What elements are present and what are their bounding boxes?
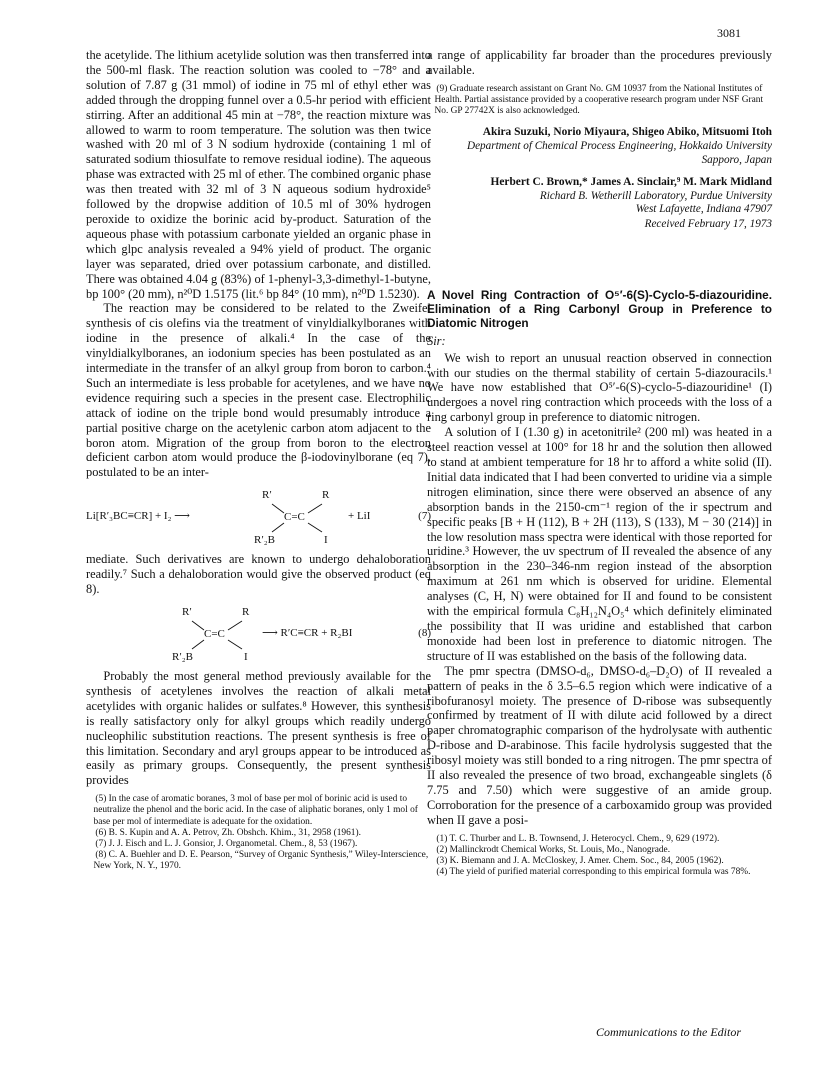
paragraph: The reaction may be considered to be related to the Zweifel synthesis of cis olefins via the treatment of vinyldialkylboranes with iodine in the presence of alkali.⁴ In the case of the vinyldialkylboranes, an iodonium species has been postulated as an intermediate in the transfer of an alkyl group from boron to carbon.⁴ Such an intermediate is less probable for acetylenes, and we have no evidence requiring such a species in the present case. Electrophilic attack of iodine on the triple bond would presumably introduce a partial positive charge on the acetylenic carbon atom adjacent to the boron atom. Migration of the group from boron to the electron deficient carbon atom would produce the β-iodovinylborane (eq 7), postulated to be an inter- [86,301,431,480]
footnote: (1) T. C. Thurber and L. B. Townsend, J. Heterocycl. Chem., 9, 629 (1972). [436,833,720,844]
eq7-top-left: R′ [262,489,272,502]
page-number: 3081 [717,26,741,40]
footnote: (3) K. Biemann and J. A. McCloskey, J. Amer. Chem. Soc., 84, 2005 (1962). [436,856,724,867]
left-column [86,48,431,873]
affiliation-1: Department of Chemical Process Engineering, Hokkaido University [466,140,772,153]
salutation: Sir: [427,333,446,348]
eq8-number: (8) [418,627,431,639]
paragraph: A solution of I (1.30 g) in acetonitrile² (200 ml) was heated in a steel reaction vessel at 100° for 18 hr and the solution then allowed to stand at ambient temperature for 18 hr to afford a white solid (II). Initial data indicated that I had been converted to uridine via a simple nitrogen elimination, since there were observed an absence of any absorption bands in the 2150-cm⁻¹ region of the ir spectrum and specific peaks [B + H (112), B + 2H (113), S (133), M − 30 (214)] in the low resolution mass spectra were identical with those reported for uridine.³ However, the uv spectrum of II revealed the absence of any absorption in the 230–346-nm region instead of the absorption maximum at 261 nm which is observed for uridine. Elemental analyses (C, H, N) were obtained for II and found to be consistent with the empirical formula C₈H₁₂N₄O₅⁴ which definitely eliminated the possibility that II was uridine and established that carbon monoxide had been lost in preference to diatomic nitrogen. The structure of II was established on the basis of the following data. [427,425,772,663]
equation-7 [86,484,431,548]
eq7-center: C=C [284,511,305,524]
eq8-top-right: R [242,606,250,618]
equation-8 [86,601,431,665]
eq8-products: ⟶ R′C≡CR + R₂BI [262,627,353,639]
equation-8-bonds [86,601,431,665]
paragraph: Probably the most general method previously available for the synthesis of acetylenes involves the reaction of alkali metal acetylides with organic halides or sulfates.⁸ However, this synthesis is really satisfactory only for alkyl groups which readily undergo nucleophilic substitution reactions. The present synthesis is free of this limitation. Secondary and aryl groups appear to be introduced as easily as primary groups. Consequently, the present synthesis provides [86,669,431,788]
paragraph: the acetylide. The lithium acetylide solution was then transferred into the 500-ml flask. The reaction solution was cooled to −78° and a solution of 7.87 g (31 mmol) of iodine in 75 ml of ethyl ether was added through the dropping funnel over a 0.5-hr period with efficient stirring. After an additional 45 min at −78°, the reaction mixture was allowed to warm to room temperature. The solution was then twice washed with 20 ml of 3 N sodium hydroxide (containing 1 ml of saturated sodium thiosulfate to remove residual iodine). The aqueous phase was extracted with 25 ml of ether. The combined organic phase was then treated with 32 ml of 3 N aqueous sodium hydroxide⁵ followed by the dropwise addition of 10.5 ml of 30% hydrogen peroxide to oxidize the borinic acid by-product. Saturation of the aqueous phase with potassium carbonate yielded an organic phase in which glpc analysis revealed a 94% yield of product. The organic layer was separated, dried over potassium carbonate, and distilled. There was obtained 4.04 g (83%) of 1-phenyl-3,3-dimethyl-1-butyne, bp 100° (20 mm), n²⁰D 1.5175 (lit.⁶ bp 84° (10 mm), n²⁰D 1.5230). [86,48,431,301]
page-footer: Communications to the Editor [596,1025,741,1039]
footnote: (6) B. S. Kupin and A. A. Petrov, Zh. Obshch. Khim., 31, 2958 (1961). [95,827,361,838]
footnote: (7) J. J. Eisch and L. J. Gonsior, J. Organometal. Chem., 8, 53 (1967). [95,839,358,850]
eq8-bottom-right: I [244,651,248,663]
article-title: A Novel Ring Contraction of O⁵′-6(S)-Cyclo-5-diazouridine. Elimination of a Ring Carbonyl Group in Preference to Diatomic Nitrogen [427,287,772,330]
affiliation-2: Richard B. Wetherill Laboratory, Purdue University [539,190,772,203]
affiliation-2-location: West Lafayette, Indiana 47907 [635,203,772,216]
footnote: (4) The yield of purified material corresponding to this empirical formula was 78%. [436,867,751,878]
eq8-top-left: R′ [182,606,192,618]
right-column [427,48,772,878]
footnote: (2) Mallinckrodt Chemical Works, St. Louis, Mo., Nanograde. [436,844,671,855]
eq7-top-right: R [322,489,330,502]
paragraph: We wish to report an unusual reaction observed in connection with our studies on the thermal stability of certain 5-diazouracils.¹ We have now established that O⁵′-6(S)-cyclo-5-diazouridine¹ (I) undergoes a novel ring contraction which proceeds with the loss of a ring carbonyl group in preference to diatomic nitrogen. [427,350,772,425]
footnotes-right [427,834,772,879]
eq7-reactants: Li[R′₃BC≡CR] + I₂ ⟶ [86,510,190,523]
eq7-bottom-right: I [324,534,328,547]
footnote: (5) In the case of aromatic boranes, 3 mol of base per mol of borinic acid is used to neutralize the phenol and the boric acid. In the case of aliphatic boranes, only 1 mol of base per mol of intermediate is adequate for the oxidation. [93,794,418,827]
eq8-bottom-left: R′₂B [172,651,193,663]
footnote: (8) C. A. Buehler and D. E. Pearson, “Survey of Organic Synthesis,” Wiley-Interscience, New York, N. Y., 1970. [93,850,429,872]
eq7-bottom-left: R′₂B [254,534,275,547]
affiliation-1-location: Sapporo, Japan [701,153,772,166]
eq7-number: (7) [418,510,431,523]
paragraph: mediate. Such derivatives are known to undergo dehaloboration readily.⁷ Such a dehaloboration would give the observed product (eq 8). [86,552,431,597]
paragraph: a range of applicability far broader than the procedures previously available. [427,48,772,77]
footnotes-left [86,794,431,872]
eq7-products: + LiI [348,510,371,523]
footnote: (9) Graduate research assistant on Grant No. GM 10937 from the National Institutes of Health. Partial assistance provided by a cooperative research program under NSF Grant No. GP 27742X is also acknowledged. [434,83,764,117]
paragraph: The pmr spectra (DMSO-d₆, DMSO-d₆–D₂O) of II revealed a pattern of peaks in the δ 3.5–6.5 region which were indicative of a ribofuranosyl moiety. The presence of D-ribose was subsequently confirmed by treatment of II with dilute acid followed by a direct paper chromatographic comparison of the hydrolysate with authentic D-ribose and D-arabinose. This facile hydrolysis suggested that the ribosyl moiety was still bonded to a ring nitrogen. The pmr spectra of II also revealed the presence of two broad, exchangeable singlets (δ 7.75 and 7.50) which were suggestive of an amide group. Corroboration for the presence of a carboxamido group was provided when II gave a posi- [427,663,772,827]
eq8-center: C=C [204,628,225,640]
authors-1: Akira Suzuki, Norio Miyaura, Shigeo Abiko, Mitsuomi Itoh [482,126,772,139]
received-date: Received February 17, 1973 [644,217,772,230]
authors-2: Herbert C. Brown,* James A. Sinclair,⁹ M. Mark Midland [490,176,772,189]
